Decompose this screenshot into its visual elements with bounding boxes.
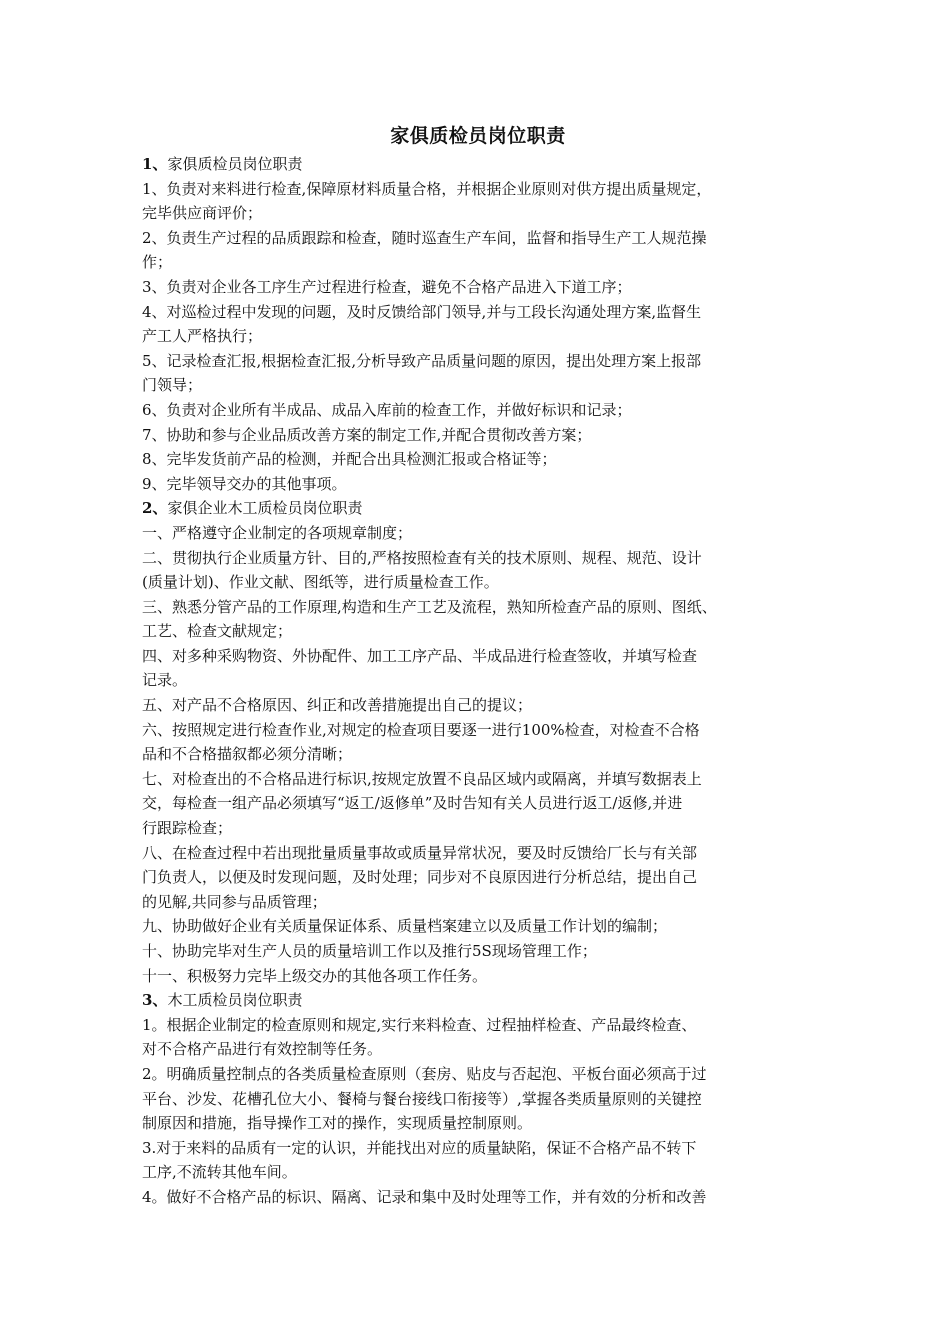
text-line: 5、记录检查汇报,根据检查汇报,分析导致产品质量问题的原因，提出处理方案上报部 <box>142 351 702 370</box>
text-line: 门领导； <box>142 376 203 395</box>
text-line: 制原因和措施，指导操作工对的操作，实现质量控制原则。 <box>142 1114 533 1133</box>
text-line: 7、协助和参与企业品质改善方案的制定工作,并配合贯彻改善方案； <box>142 425 592 444</box>
text-line: 七、对检查出的不合格品进行标识,按规定放置不良品区域内或隔离，并填写数据表上 <box>142 769 702 788</box>
text-line: 对不合格产品进行有效控制等任务。 <box>142 1040 383 1059</box>
text-line: 一、严格遵守企业制定的各项规章制度； <box>142 523 413 542</box>
text-line: 2、负责生产过程的品质跟踪和检查，随时巡查生产车间，监督和指导生产工人规范操 <box>142 228 707 247</box>
text-line: 8、完毕发货前产品的检测，并配合出具检测汇报或合格证等； <box>142 450 557 469</box>
text-line: 门负责人，以便及时发现问题，及时处理；同步对不良原因进行分析总结，提出自己 <box>142 868 698 887</box>
section-number: 2、 <box>142 499 168 518</box>
text-line: 2。明确质量控制点的各类质量检查原则（套房、贴皮与否起泡、平板台面必须高于过 <box>142 1064 707 1083</box>
text-line: 9、完毕领导交办的其他事项。 <box>142 474 347 493</box>
document-title: 家俱质检员岗位职责 <box>390 125 566 147</box>
text-line: 平台、沙发、花槽孔位大小、餐椅与餐台接线口衔接等）,掌握各类质量原则的关键控 <box>142 1089 702 1108</box>
text-line: 3.对于来料的品质有一定的认识，并能找出对应的质量缺陷，保证不合格产品不转下 <box>142 1138 697 1157</box>
text-line: 四、对多种采购物资、外协配件、加工工序产品、半成品进行检查签收，并填写检查 <box>142 646 698 665</box>
text-line: 九、协助做好企业有关质量保证体系、质量档案建立以及质量工作计划的编制； <box>142 917 668 936</box>
text-line: 完毕供应商评价； <box>142 204 263 223</box>
text-line: 行跟踪检查； <box>142 819 233 838</box>
text-line: 五、对产品不合格原因、纠正和改善措施提出自己的提议； <box>142 696 533 715</box>
text-line: 6、负责对企业所有半成品、成品入库前的检查工作，并做好标识和记录； <box>142 400 632 419</box>
text-line: 的见解,共同参与品质管理； <box>142 892 327 911</box>
text-line: 1、负责对来料进行检查,保障原材料质量合格，并根据企业原则对供方提出质量规定， <box>142 179 712 198</box>
text-line: 工序,不流转其他车间。 <box>142 1163 297 1182</box>
section-heading-3 <box>142 988 814 1013</box>
section-heading-1 <box>142 152 814 177</box>
text-line: 十一、积极努力完毕上级交办的其他各项工作任务。 <box>142 966 488 985</box>
text-line: 工艺、检查文献规定； <box>142 622 293 641</box>
text-line: 二、贯彻执行企业质量方针、目的,严格按照检查有关的技术原则、规程、规范、设计 <box>142 548 702 567</box>
text-line: (质量计划)、作业文献、图纸等，进行质量检查工作。 <box>142 573 499 592</box>
section-heading-text: 家俱企业木工质检员岗位职责 <box>167 499 363 518</box>
section-heading-text: 家俱质检员岗位职责 <box>167 155 303 173</box>
text-line: 记录。 <box>142 671 188 690</box>
document-body <box>142 152 814 1210</box>
text-line: 作； <box>142 253 173 272</box>
text-line: 三、熟悉分管产品的工作原理,构造和生产工艺及流程，熟知所检查产品的原则、图纸、 <box>142 597 717 616</box>
text-line: 4。做好不合格产品的标识、隔离、记录和集中及时处理等工作，并有效的分析和改善 <box>142 1187 707 1206</box>
section-heading-2 <box>142 496 814 521</box>
text-line: 十、协助完毕对生产人员的质量培训工作以及推行5S现场管理工作； <box>142 942 597 960</box>
section-heading-text: 木工质检员岗位职责 <box>167 991 303 1010</box>
section-number: 3、 <box>142 991 168 1010</box>
text-line: 八、在检查过程中若出现批量质量事故或质量异常状况，要及时反馈给厂长与有关部 <box>142 843 698 862</box>
text-line: 产工人严格执行； <box>142 327 263 346</box>
text-line: 六、按照规定进行检查作业,对规定的检查项目要逐一进行100%检查，对检查不合格 <box>142 720 700 739</box>
section-number: 1、 <box>142 155 168 173</box>
text-line: 3、负责对企业各工序生产过程进行检查，避免不合格产品进入下道工序； <box>142 277 632 296</box>
document-page <box>142 122 814 1210</box>
text-line: 交，每检查一组产品必须填写“返工/返修单”及时告知有关人员进行返工/返修,并进 <box>142 794 683 813</box>
text-line: 品和不合格描叙都必须分清晰； <box>142 745 353 764</box>
text-line: 1。根据企业制定的检查原则和规定,实行来料检查、过程抽样检查、产品最终检查、 <box>142 1015 697 1034</box>
text-line: 4、对巡检过程中发现的问题，及时反馈给部门领导,并与工段长沟通处理方案,监督生 <box>142 302 702 321</box>
